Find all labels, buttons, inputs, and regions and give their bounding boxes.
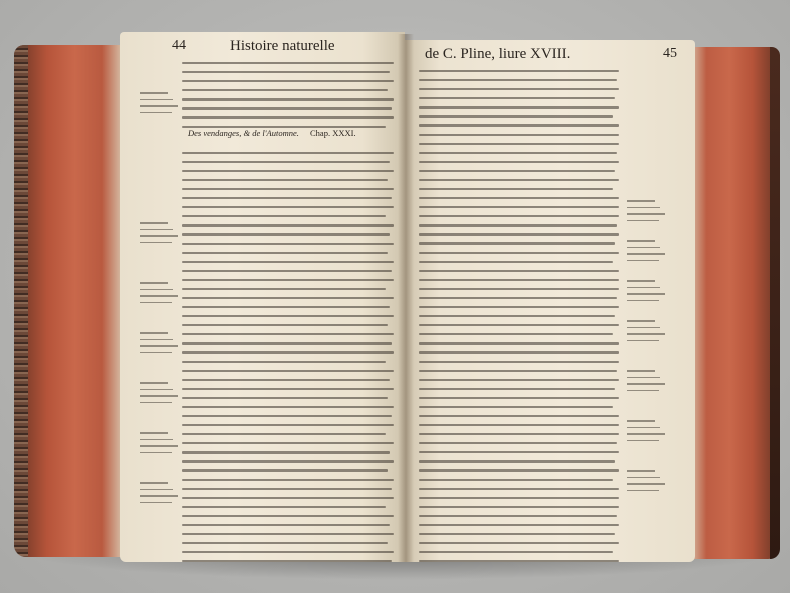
text-line (419, 152, 617, 154)
text-line (419, 460, 615, 462)
text-line (182, 270, 392, 272)
text-line (419, 515, 617, 517)
book-gutter (398, 34, 414, 562)
text-line (182, 451, 390, 453)
text-line (419, 143, 619, 145)
text-line (182, 107, 392, 109)
text-line (419, 533, 615, 535)
text-line (419, 97, 615, 99)
text-line (182, 188, 394, 190)
text-line (182, 479, 394, 481)
text-line (182, 261, 394, 263)
text-line (419, 488, 619, 490)
text-line (419, 560, 619, 562)
marginal-note (140, 282, 180, 308)
text-line (419, 134, 619, 136)
text-line (419, 288, 619, 290)
text-line (182, 406, 394, 408)
text-line (419, 415, 619, 417)
text-line (182, 488, 392, 490)
left-page-number: 44 (172, 38, 186, 53)
text-line (419, 215, 619, 217)
text-line (419, 388, 615, 390)
text-line (419, 370, 617, 372)
chapter-number: Chap. XXXI. (310, 128, 356, 138)
text-line (182, 279, 394, 281)
text-line (419, 479, 613, 481)
text-line (419, 406, 613, 408)
text-line (419, 88, 619, 90)
text-line (182, 551, 394, 553)
text-line (182, 424, 394, 426)
text-line (182, 524, 390, 526)
text-line (182, 224, 394, 226)
text-line (419, 70, 619, 72)
text-line (419, 242, 615, 244)
text-line (182, 506, 386, 508)
text-line (419, 351, 619, 353)
text-line (182, 306, 390, 308)
text-line (419, 170, 615, 172)
left-fore-edge (14, 45, 124, 557)
text-line (182, 215, 386, 217)
text-line (182, 62, 394, 64)
text-line (419, 424, 619, 426)
marginal-note (627, 420, 667, 446)
text-line (419, 451, 619, 453)
right-text-block (419, 70, 619, 562)
marginal-note (627, 280, 667, 306)
text-line (419, 506, 619, 508)
text-line (419, 442, 617, 444)
text-line (182, 252, 388, 254)
text-line (419, 115, 613, 117)
right-page-number: 45 (663, 46, 677, 61)
text-line (182, 370, 394, 372)
text-line (419, 279, 619, 281)
text-line (182, 89, 388, 91)
text-line (182, 379, 390, 381)
text-line (182, 161, 390, 163)
text-line (419, 551, 613, 553)
text-line (182, 542, 388, 544)
text-line (182, 206, 394, 208)
marginal-note (140, 482, 180, 508)
text-line (182, 433, 386, 435)
text-line (419, 542, 619, 544)
text-line (182, 297, 394, 299)
text-line (182, 288, 386, 290)
text-line (419, 333, 613, 335)
text-line (182, 351, 394, 353)
text-line (182, 442, 394, 444)
marginal-note (140, 432, 180, 458)
text-line (419, 79, 617, 81)
text-line (182, 361, 386, 363)
text-line (182, 497, 394, 499)
text-line (419, 379, 619, 381)
marginal-note (140, 92, 180, 118)
text-line (419, 261, 613, 263)
text-line (419, 315, 615, 317)
text-line (182, 116, 394, 118)
text-line (419, 206, 619, 208)
text-line (419, 524, 619, 526)
marginal-note (140, 382, 180, 408)
text-line (182, 324, 388, 326)
text-line (182, 515, 394, 517)
text-line (182, 197, 392, 199)
right-running-head: de C. Pline, liure XVIII. (425, 46, 571, 62)
text-line (419, 179, 619, 181)
left-page (120, 32, 405, 562)
text-line (419, 497, 619, 499)
text-line (182, 243, 394, 245)
text-line (419, 306, 619, 308)
text-line (182, 533, 394, 535)
text-line (182, 560, 392, 562)
text-line (182, 80, 394, 82)
chapter-heading: Des vendanges, & de l'Automne. (188, 128, 299, 138)
right-fore-edge (688, 47, 780, 559)
text-line (419, 433, 619, 435)
marginal-note (627, 240, 667, 266)
text-line (182, 179, 388, 181)
text-line (419, 106, 619, 108)
text-line (182, 71, 390, 73)
text-line (182, 170, 394, 172)
marginal-note (627, 200, 667, 226)
text-line (419, 469, 619, 471)
text-line (419, 224, 617, 226)
text-line (419, 161, 619, 163)
marginal-note (627, 320, 667, 346)
text-line (419, 361, 619, 363)
text-line (419, 342, 619, 344)
left-running-head: Histoire naturelle (230, 38, 335, 54)
text-line (419, 188, 613, 190)
text-line (419, 270, 619, 272)
marginal-note (627, 470, 667, 496)
text-line (182, 152, 394, 154)
marginal-note (140, 222, 180, 248)
marginal-note (627, 370, 667, 396)
text-line (182, 233, 390, 235)
text-line (419, 252, 619, 254)
text-line (182, 397, 388, 399)
text-line (419, 233, 619, 235)
text-line (182, 333, 394, 335)
text-line (419, 124, 619, 126)
text-line (419, 297, 617, 299)
marginal-note (140, 332, 180, 358)
text-line (182, 315, 394, 317)
text-line (182, 415, 392, 417)
text-line (419, 397, 619, 399)
right-page (405, 40, 695, 562)
text-line (419, 197, 619, 199)
text-line (182, 469, 388, 471)
text-line (182, 388, 394, 390)
text-line (419, 324, 619, 326)
text-line (182, 98, 394, 100)
text-line (182, 460, 394, 462)
text-line (182, 342, 392, 344)
